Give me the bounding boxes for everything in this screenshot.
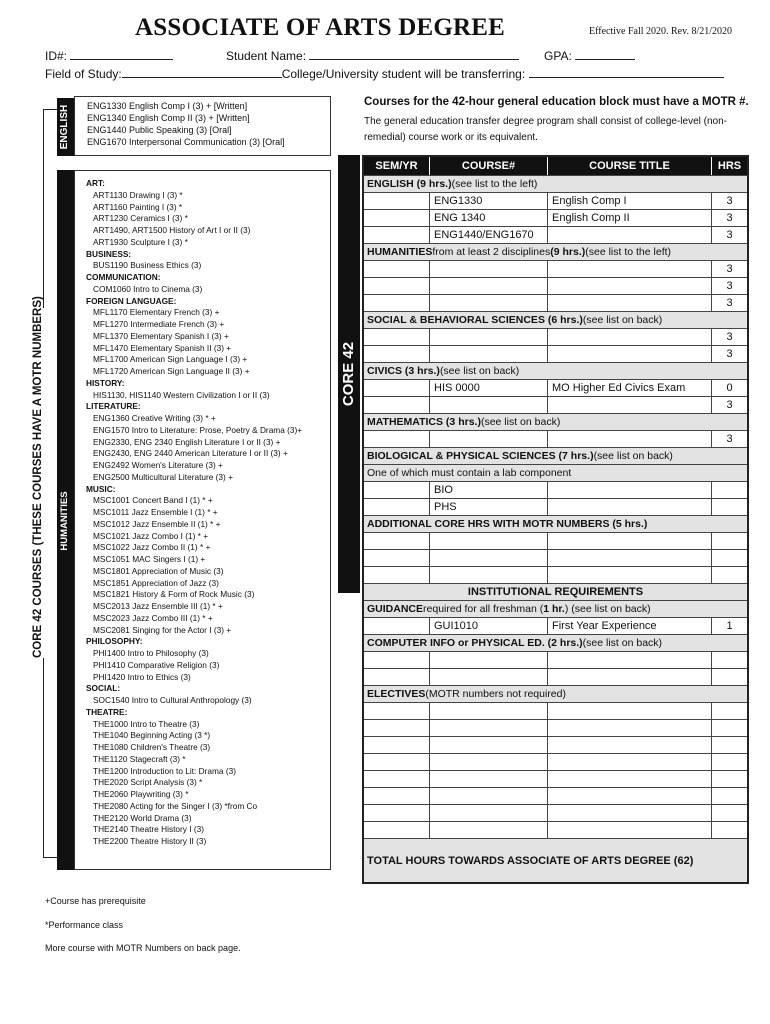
section-text-part: (see list to the left): [451, 178, 538, 190]
hours-cell[interactable]: 3: [726, 399, 733, 411]
course-number-cell[interactable]: [430, 261, 548, 277]
table-row: [364, 210, 747, 227]
humanities-category: COMMUNICATION:: [86, 272, 161, 282]
total-hours-row: [364, 839, 747, 882]
hours-cell[interactable]: 3: [726, 212, 733, 224]
humanities-course: MSC1022 Jazz Combo II (1) * +: [93, 542, 211, 553]
table-row: [364, 788, 747, 805]
page-title: ASSOCIATE OF ARTS DEGREE: [135, 14, 505, 41]
course-title-cell[interactable]: [548, 227, 712, 243]
course-title-cell[interactable]: English Comp II: [548, 210, 712, 226]
gpa-label: GPA:: [544, 49, 572, 63]
humanities-course: BUS1190 Business Ethics (3): [93, 260, 202, 271]
section-text-part: (see list to the left): [585, 246, 672, 258]
course-title-cell[interactable]: [548, 567, 712, 583]
course-title-cell[interactable]: [548, 329, 712, 345]
table-row: [364, 380, 747, 397]
course-number-cell[interactable]: BIO: [430, 482, 548, 498]
course-title-cell[interactable]: [548, 278, 712, 294]
humanities-category: MUSIC:: [86, 483, 116, 494]
sem-yr-cell[interactable]: [364, 482, 430, 498]
humanities-category: SOCIAL:: [86, 683, 121, 694]
table-row: [364, 227, 747, 244]
course-title-cell[interactable]: [548, 822, 712, 838]
humanities-course: MFL1270 Intermediate French (3) +: [93, 319, 225, 329]
hours-cell[interactable]: [712, 805, 747, 821]
section-text-part: required for all freshman (: [423, 603, 544, 615]
course-number-cell[interactable]: [430, 703, 548, 719]
humanities-course: THE1040 Beginning Acting (3 *): [93, 730, 211, 741]
humanities-course: MSC1011 Jazz Ensemble I (1) * +: [93, 507, 218, 517]
section-header-text: [367, 176, 537, 192]
section-header-row: [364, 601, 747, 618]
section-text-part: (see list on back): [582, 637, 663, 649]
sem-yr-cell[interactable]: [364, 567, 430, 583]
section-header-text: [367, 516, 647, 532]
section-text-part: BIOLOGICAL & PHYSICAL SCIENCES (7 hrs.): [367, 450, 594, 462]
course-number-cell[interactable]: [430, 669, 548, 685]
humanities-course: MFL1370 Elementary Spanish I (3) +: [93, 330, 229, 341]
table-row: [364, 618, 747, 635]
humanities-course: MSC1821 History & Form of Rock Music (3): [93, 589, 255, 600]
sem-yr-cell[interactable]: [364, 550, 430, 566]
course-title-cell[interactable]: [548, 669, 712, 685]
course-title-cell[interactable]: [548, 703, 712, 719]
table-row: [364, 550, 747, 567]
hours-cell[interactable]: [712, 482, 747, 498]
course-number-cell[interactable]: [430, 652, 548, 668]
section-text-part: GUIDANCE: [367, 603, 424, 615]
table-row: [364, 737, 747, 754]
course-number-cell[interactable]: [430, 805, 548, 821]
course-number-cell[interactable]: ENG 1340: [430, 210, 548, 226]
humanities-course: ENG2430, ENG 2440 American Literature I or II (3) +: [93, 448, 288, 459]
humanities-course: THE2140 Theatre History I (3): [93, 824, 204, 835]
sem-yr-cell[interactable]: [364, 720, 430, 736]
humanities-course: ENG2500 Multicultural Literature (3) +: [93, 471, 233, 482]
humanities-course: MSC2081 Singing for the Actor I (3) +: [93, 624, 232, 635]
humanities-course: THE2020 Script Analysis (3) *: [93, 777, 203, 788]
student-name-row: [226, 49, 519, 63]
note-performance: *Performance class: [45, 920, 124, 930]
header-course-number: COURSE#: [430, 157, 548, 175]
hours-cell[interactable]: [712, 754, 747, 770]
hours-cell[interactable]: 3: [726, 297, 733, 309]
table-row: [364, 567, 747, 584]
humanities-course: MSC1851 Appreciation of Jazz (3): [93, 577, 219, 588]
table-row: [364, 805, 747, 822]
hours-cell[interactable]: [712, 788, 747, 804]
section-header-text: [367, 601, 651, 617]
section-text-part: One of which must contain a lab component: [367, 467, 572, 479]
sem-yr-cell[interactable]: [364, 295, 430, 311]
course-title-cell[interactable]: [548, 482, 712, 498]
english-course-list: [87, 100, 285, 148]
sem-yr-cell[interactable]: [364, 754, 430, 770]
humanities-course: ENG2492 Women's Literature (3) +: [93, 460, 223, 470]
sem-yr-cell[interactable]: [364, 210, 430, 226]
section-header-row: [364, 363, 747, 380]
humanities-course: MFL1470 Elementary Spanish II (3) +: [93, 342, 232, 353]
section-text-part: (MOTR numbers not required): [425, 688, 566, 700]
table-row: [364, 431, 747, 448]
humanities-course: HIS1130, HIS1140 Western Civilization I or II (3): [93, 389, 270, 400]
hours-cell[interactable]: [712, 567, 747, 583]
course-title-cell[interactable]: [548, 346, 712, 362]
humanities-category: FOREIGN LANGUAGE:: [86, 295, 177, 306]
student-name-label: Student Name:: [226, 49, 307, 63]
sem-yr-cell[interactable]: [364, 703, 430, 719]
section-header-row: [364, 635, 747, 652]
section-header-row: [364, 686, 747, 703]
id-label: ID#:: [45, 49, 68, 63]
english-course: ENG1670 Interpersonal Communication (3) [Oral]: [87, 137, 285, 147]
sem-yr-cell[interactable]: [364, 533, 430, 549]
humanities-course: PHI1410 Comparative Religion (3): [93, 659, 220, 670]
hours-cell[interactable]: 1: [726, 620, 733, 632]
sem-yr-cell[interactable]: [364, 669, 430, 685]
bracket-bottom: [43, 857, 57, 858]
course-number-cell[interactable]: [430, 822, 548, 838]
humanities-category: LITERATURE:: [86, 401, 141, 412]
institutional-requirements-label: INSTITUTIONAL REQUIREMENTS: [467, 586, 644, 598]
table-row: [364, 822, 747, 839]
gpa-field[interactable]: [575, 49, 635, 60]
course-title-cell[interactable]: [548, 788, 712, 804]
humanities-category: THEATRE:: [86, 706, 128, 717]
course-title-cell[interactable]: [548, 397, 712, 413]
humanities-course: PHI1400 Intro to Philosophy (3): [93, 648, 209, 658]
humanities-course: MSC1051 MAC Singers I (1) +: [93, 554, 206, 564]
degree-worksheet-table: [362, 155, 749, 884]
hours-cell[interactable]: 3: [726, 195, 733, 207]
sem-yr-cell[interactable]: [364, 499, 430, 515]
student-name-field[interactable]: [309, 49, 519, 60]
course-number-cell[interactable]: [430, 771, 548, 787]
course-title-cell[interactable]: First Year Experience: [548, 618, 712, 634]
hours-cell[interactable]: 3: [726, 229, 733, 241]
hours-cell[interactable]: 0: [726, 382, 733, 394]
section-text-part: ADDITIONAL CORE HRS WITH MOTR NUMBERS (5 hrs.): [367, 518, 648, 530]
sem-yr-cell[interactable]: [364, 261, 430, 277]
course-number-cell[interactable]: PHS: [430, 499, 548, 515]
humanities-category: PHILOSOPHY:: [86, 636, 143, 647]
id-row: [45, 49, 173, 63]
course-title-cell[interactable]: [548, 652, 712, 668]
course-title-cell[interactable]: [548, 261, 712, 277]
section-text-part: MATHEMATICS (3 hrs.): [367, 416, 481, 428]
hours-cell[interactable]: 3: [726, 433, 733, 445]
table-row: [364, 329, 747, 346]
sem-yr-cell[interactable]: [364, 652, 430, 668]
course-number-cell[interactable]: [430, 550, 548, 566]
sem-yr-cell[interactable]: [364, 329, 430, 345]
section-text-part: CIVICS (3 hrs.): [367, 365, 440, 377]
course-number-cell[interactable]: [430, 295, 548, 311]
course-title-cell[interactable]: [548, 771, 712, 787]
course-number-cell[interactable]: [430, 329, 548, 345]
sem-yr-cell[interactable]: [364, 737, 430, 753]
note-prerequisite: +Course has prerequisite: [45, 896, 146, 906]
section-header-text: [367, 448, 673, 464]
core42-courses-label: CORE 42 COURSES (THESE COURSES HAVE A MOTR NUMBERS): [32, 296, 44, 658]
field-row: [45, 67, 724, 81]
course-number-cell[interactable]: [430, 567, 548, 583]
hours-cell[interactable]: 3: [726, 263, 733, 275]
hours-cell[interactable]: 3: [726, 280, 733, 292]
hours-cell[interactable]: [712, 737, 747, 753]
total-hours-label: TOTAL HOURS TOWARDS ASSOCIATE OF ARTS DEGREE (62): [367, 854, 694, 867]
section-text-part: ) (see list on back): [564, 603, 651, 615]
table-header-row: [364, 157, 747, 176]
humanities-course: ART1930 Sculpture I (3) *: [93, 236, 188, 247]
hours-cell[interactable]: [712, 822, 747, 838]
humanities-course: ENG2330, ENG 2340 English Literature I or II (3) +: [93, 436, 281, 447]
humanities-course: MSC2023 Jazz Combo III (1) * +: [93, 612, 213, 623]
section-header-row: [364, 414, 747, 431]
humanities-course: THE1200 Introduction to Lit: Drama (3): [93, 765, 236, 776]
course-number-cell[interactable]: ENG1440/ENG1670: [430, 227, 548, 243]
humanities-course: THE2200 Theatre History II (3): [93, 836, 207, 846]
humanities-category: HISTORY:: [86, 377, 125, 388]
hours-cell[interactable]: [712, 669, 747, 685]
humanities-course: MFL1720 American Sign Language II (3) +: [93, 366, 250, 376]
section-text-part: HUMANITIES: [367, 246, 433, 258]
table-row: [364, 482, 747, 499]
humanities-course-list: [86, 178, 302, 848]
humanities-course: ART1490, ART1500 History of Art I or II (3): [93, 225, 251, 235]
section-header-text: [367, 414, 560, 430]
english-course: ENG1340 English Comp II (3) + [Written]: [87, 113, 250, 123]
hours-cell[interactable]: [712, 771, 747, 787]
section-note-row: [364, 465, 747, 482]
section-text-part: from at least 2 disciplines: [432, 246, 551, 258]
sem-yr-cell[interactable]: [364, 227, 430, 243]
course-title-cell[interactable]: [548, 550, 712, 566]
course-title-cell[interactable]: [548, 754, 712, 770]
bracket-top: [43, 109, 57, 110]
section-header-text: [367, 244, 671, 260]
course-number-cell[interactable]: [430, 533, 548, 549]
table-row: [364, 278, 747, 295]
sem-yr-cell[interactable]: [364, 788, 430, 804]
institutional-requirements-row: [364, 584, 747, 601]
hours-cell[interactable]: 3: [726, 331, 733, 343]
humanities-course: THE1080 Children's Theatre (3): [93, 742, 211, 752]
section-header-row: [364, 244, 747, 261]
transfer-field[interactable]: [529, 67, 724, 78]
humanities-category: BUSINESS:: [86, 248, 132, 259]
hours-cell[interactable]: [712, 533, 747, 549]
hours-cell[interactable]: [712, 550, 747, 566]
english-label: ENGLISH: [59, 104, 70, 150]
section-header-text: [367, 312, 662, 328]
humanities-course: PHI1420 Intro to Ethics (3): [93, 671, 191, 682]
section-header-text: [367, 686, 566, 702]
section-header-text: [367, 635, 662, 651]
humanities-course: THE1000 Intro to Theatre (3): [93, 718, 200, 729]
sem-yr-cell[interactable]: [364, 380, 430, 396]
table-row: [364, 346, 747, 363]
intro-text: The general education transfer degree program shall consist of college-level (non-remedial) course work or its equivalent.: [364, 116, 727, 143]
sem-yr-cell[interactable]: [364, 771, 430, 787]
field-of-study-field[interactable]: [122, 67, 282, 78]
hours-cell[interactable]: [712, 720, 747, 736]
section-text-part: (see list on back): [480, 416, 561, 428]
course-number-cell[interactable]: [430, 431, 548, 447]
course-number-cell[interactable]: [430, 346, 548, 362]
sem-yr-cell[interactable]: [364, 822, 430, 838]
sem-yr-cell[interactable]: [364, 618, 430, 634]
humanities-course: MSC1801 Appreciation of Music (3): [93, 565, 224, 576]
section-text-part: (see list on back): [593, 450, 673, 462]
course-number-cell[interactable]: [430, 788, 548, 804]
table-row: [364, 703, 747, 720]
header-hours: HRS: [717, 160, 742, 172]
table-row: [364, 754, 747, 771]
table-row: [364, 771, 747, 788]
humanities-course: MFL1700 American Sign Language I (3) +: [93, 354, 248, 365]
course-number-cell[interactable]: HIS 0000: [430, 380, 548, 396]
course-number-cell[interactable]: ENG1330: [430, 193, 548, 209]
humanities-course: MSC1021 Jazz Combo I (1) * +: [93, 530, 209, 541]
hours-cell[interactable]: [712, 703, 747, 719]
course-title-cell[interactable]: [548, 431, 712, 447]
section-header-row: [364, 516, 747, 533]
section-header-row: [364, 176, 747, 193]
table-row: [364, 193, 747, 210]
table-row: [364, 295, 747, 312]
course-title-cell[interactable]: [548, 499, 712, 515]
hours-cell[interactable]: 3: [726, 348, 733, 360]
header-sem-yr: SEM/YR: [364, 157, 430, 175]
section-text-part: 1 hr.: [543, 603, 565, 615]
sem-yr-cell[interactable]: [364, 397, 430, 413]
course-title-cell[interactable]: [548, 533, 712, 549]
intro-heading: Courses for the 42-hour general education block must have a MOTR #.: [364, 96, 749, 108]
humanities-course: ART1130 Drawing I (3) *: [93, 189, 183, 200]
humanities-course: MSC1001 Concert Band I (1) * +: [93, 495, 213, 506]
hours-cell[interactable]: [712, 499, 747, 515]
sem-yr-cell[interactable]: [364, 431, 430, 447]
humanities-course: THE1120 Stagecraft (3) *: [93, 753, 186, 764]
english-course: ENG1440 Public Speaking (3) [Oral]: [87, 125, 232, 135]
core42-label: CORE 42: [340, 341, 357, 407]
table-row: [364, 499, 747, 516]
humanities-course: ART1230 Ceramics I (3) *: [93, 213, 188, 224]
id-field[interactable]: [70, 49, 173, 60]
course-title-cell[interactable]: [548, 720, 712, 736]
humanities-course: ART1160 Painting I (3) *: [93, 201, 183, 212]
section-header-row: [364, 448, 747, 465]
humanities-course: COM1060 Intro to Cinema (3): [93, 283, 203, 294]
header-course-title: COURSE TITLE: [548, 157, 712, 175]
course-number-cell[interactable]: [430, 397, 548, 413]
sem-yr-cell[interactable]: [364, 346, 430, 362]
humanities-course: MSC1012 Jazz Ensemble II (1) * +: [93, 518, 221, 529]
humanities-label: HUMANITIES: [59, 491, 70, 551]
field-of-study-label: Field of Study:: [45, 67, 122, 81]
course-title-cell[interactable]: MO Higher Ed Civics Exam: [548, 380, 712, 396]
transfer-label: College/University student will be transferring:: [281, 67, 526, 81]
humanities-category: ART:: [86, 178, 105, 188]
note-more-courses: More course with MOTR Numbers on back page.: [45, 943, 241, 953]
hours-cell[interactable]: [712, 652, 747, 668]
sem-yr-cell[interactable]: [364, 278, 430, 294]
section-header-row: [364, 312, 747, 329]
course-title-cell[interactable]: [548, 805, 712, 821]
humanities-course: THE2060 Playwriting (3) *: [93, 789, 189, 799]
humanities-course: MSC2013 Jazz Ensemble III (1) * +: [93, 601, 223, 611]
course-number-cell[interactable]: GUI1010: [430, 618, 548, 634]
course-title-cell[interactable]: [548, 295, 712, 311]
course-title-cell[interactable]: English Comp I: [548, 193, 712, 209]
english-course: ENG1330 English Comp I (3) + [Written]: [87, 101, 248, 111]
table-row: [364, 669, 747, 686]
section-text-part: ELECTIVES: [367, 688, 426, 700]
humanities-course: THE2120 World Drama (3): [93, 812, 192, 823]
section-header-text: [367, 363, 519, 379]
table-row: [364, 261, 747, 278]
sem-yr-cell[interactable]: [364, 805, 430, 821]
section-text-part: (see list on back): [582, 314, 663, 326]
course-number-cell[interactable]: [430, 278, 548, 294]
gpa-row: [544, 49, 635, 63]
section-note-text: [367, 465, 571, 481]
section-text-part: ENGLISH (9 hrs.): [367, 178, 452, 190]
section-text-part: (9 hrs.): [550, 246, 586, 258]
table-row: [364, 720, 747, 737]
table-row: [364, 397, 747, 414]
course-number-cell[interactable]: [430, 737, 548, 753]
humanities-course: SOC1540 Intro to Cultural Anthropology (3): [93, 695, 252, 705]
course-number-cell[interactable]: [430, 720, 548, 736]
humanities-course: THE2080 Acting for the Singer I (3) *from Co: [93, 800, 258, 811]
section-text-part: COMPUTER INFO or PHYSICAL ED. (2 hrs.): [367, 637, 583, 649]
section-text-part: SOCIAL & BEHAVIORAL SCIENCES (6 hrs.): [367, 314, 583, 326]
table-row: [364, 652, 747, 669]
effective-date: Effective Fall 2020. Rev. 8/21/2020: [589, 26, 733, 37]
humanities-course: MFL1170 Elementary French (3) +: [93, 307, 220, 318]
section-text-part: (see list on back): [439, 365, 520, 377]
sem-yr-cell[interactable]: [364, 193, 430, 209]
course-title-cell[interactable]: [548, 737, 712, 753]
humanities-course: ENG1570 Intro to Literature: Prose, Poetry & Drama (3)+: [93, 424, 303, 435]
humanities-course: ENG1360 Creative Writing (3) * +: [93, 413, 216, 423]
course-number-cell[interactable]: [430, 754, 548, 770]
table-row: [364, 533, 747, 550]
